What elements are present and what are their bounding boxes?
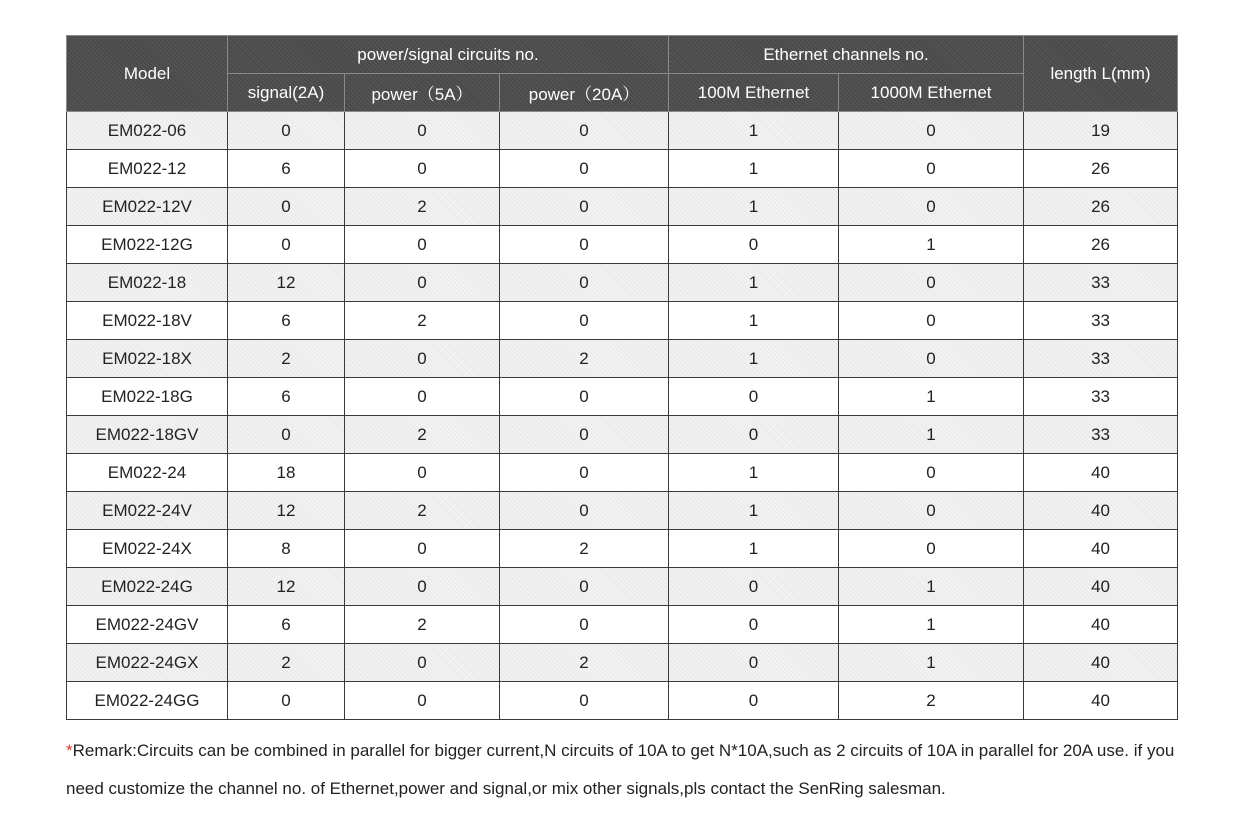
cell-model: EM022-06 [67,112,228,150]
table-row [67,492,1178,530]
cell-model: EM022-18GV [67,416,228,454]
header-power-20a: power（20A） [500,74,669,112]
cell-power-20a: 0 [500,682,669,720]
cell-model: EM022-24 [67,454,228,492]
remark-asterisk: * [66,741,73,760]
cell-power-5a: 0 [345,644,500,682]
cell-model: EM022-24GG [67,682,228,720]
cell-signal-2a: 0 [228,682,345,720]
table-row [67,454,1178,492]
cell-power-20a: 0 [500,606,669,644]
cell-1000m-ethernet: 0 [839,530,1024,568]
cell-signal-2a: 6 [228,606,345,644]
cell-1000m-ethernet: 1 [839,606,1024,644]
cell-100m-ethernet: 0 [669,606,839,644]
cell-model: EM022-24GV [67,606,228,644]
cell-1000m-ethernet: 1 [839,416,1024,454]
header-row-groups [67,36,1178,74]
cell-power-20a: 0 [500,112,669,150]
cell-1000m-ethernet: 0 [839,492,1024,530]
cell-power-5a: 0 [345,150,500,188]
cell-1000m-ethernet: 2 [839,682,1024,720]
cell-length: 26 [1024,188,1178,226]
cell-100m-ethernet: 1 [669,188,839,226]
cell-power-5a: 2 [345,416,500,454]
table-row [67,226,1178,264]
cell-power-5a: 2 [345,606,500,644]
cell-signal-2a: 0 [228,188,345,226]
cell-signal-2a: 12 [228,568,345,606]
table-row [67,682,1178,720]
header-length: length L(mm) [1024,36,1178,112]
cell-1000m-ethernet: 1 [839,378,1024,416]
cell-1000m-ethernet: 0 [839,188,1024,226]
header-1000m-ethernet: 1000M Ethernet [839,74,1024,112]
cell-power-5a: 0 [345,682,500,720]
cell-power-5a: 2 [345,492,500,530]
cell-100m-ethernet: 0 [669,416,839,454]
cell-model: EM022-24X [67,530,228,568]
cell-length: 26 [1024,226,1178,264]
cell-100m-ethernet: 1 [669,112,839,150]
cell-model: EM022-18G [67,378,228,416]
cell-power-5a: 0 [345,530,500,568]
header-group-power-signal: power/signal circuits no. [228,36,669,74]
cell-100m-ethernet: 0 [669,644,839,682]
table-row [67,378,1178,416]
table-row [67,530,1178,568]
header-row-columns [67,74,1178,112]
cell-power-5a: 0 [345,568,500,606]
cell-model: EM022-12V [67,188,228,226]
table-header [67,36,1178,112]
cell-power-20a: 0 [500,454,669,492]
cell-100m-ethernet: 0 [669,568,839,606]
cell-signal-2a: 2 [228,340,345,378]
cell-power-20a: 0 [500,378,669,416]
cell-signal-2a: 6 [228,302,345,340]
cell-model: EM022-18X [67,340,228,378]
table-row [67,340,1178,378]
cell-power-5a: 0 [345,340,500,378]
cell-100m-ethernet: 0 [669,682,839,720]
header-group-ethernet: Ethernet channels no. [669,36,1024,74]
cell-1000m-ethernet: 0 [839,150,1024,188]
table-row [67,302,1178,340]
cell-signal-2a: 18 [228,454,345,492]
table-body [67,112,1178,720]
cell-power-5a: 2 [345,188,500,226]
remark-text: Remark:Circuits can be combined in parallel for bigger current,N circuits of 10A to get N*10A,such as 2 circuits of 10A in parallel for 20A use. if you need customize the channel no. of Ethernet,power and signal,or mix other signals,pls contact the SenRing salesman. [66,741,1175,798]
cell-power-5a: 0 [345,226,500,264]
cell-model: EM022-18V [67,302,228,340]
header-100m-ethernet: 100M Ethernet [669,74,839,112]
cell-1000m-ethernet: 1 [839,644,1024,682]
cell-power-20a: 2 [500,644,669,682]
table-row [67,606,1178,644]
cell-100m-ethernet: 1 [669,150,839,188]
cell-model: EM022-24GX [67,644,228,682]
cell-length: 40 [1024,492,1178,530]
cell-power-20a: 0 [500,264,669,302]
table-row [67,112,1178,150]
table-row [67,644,1178,682]
header-model: Model [67,36,228,112]
cell-model: EM022-12 [67,150,228,188]
cell-1000m-ethernet: 0 [839,454,1024,492]
cell-length: 26 [1024,150,1178,188]
cell-length: 40 [1024,606,1178,644]
header-power-5a: power（5A） [345,74,500,112]
cell-power-20a: 0 [500,416,669,454]
cell-length: 40 [1024,644,1178,682]
cell-power-20a: 0 [500,150,669,188]
cell-100m-ethernet: 0 [669,226,839,264]
cell-power-5a: 0 [345,112,500,150]
cell-power-20a: 0 [500,226,669,264]
table-row [67,188,1178,226]
cell-model: EM022-18 [67,264,228,302]
cell-model: EM022-12G [67,226,228,264]
specification-table [66,35,1178,720]
cell-signal-2a: 0 [228,416,345,454]
cell-1000m-ethernet: 0 [839,340,1024,378]
header-signal-2a: signal(2A) [228,74,345,112]
cell-length: 33 [1024,302,1178,340]
cell-100m-ethernet: 1 [669,492,839,530]
cell-100m-ethernet: 1 [669,264,839,302]
cell-100m-ethernet: 1 [669,340,839,378]
cell-length: 33 [1024,264,1178,302]
cell-100m-ethernet: 1 [669,454,839,492]
cell-signal-2a: 6 [228,378,345,416]
cell-length: 19 [1024,112,1178,150]
cell-length: 40 [1024,682,1178,720]
cell-signal-2a: 0 [228,226,345,264]
cell-signal-2a: 12 [228,492,345,530]
cell-power-20a: 2 [500,530,669,568]
cell-power-5a: 2 [345,302,500,340]
cell-length: 40 [1024,568,1178,606]
cell-1000m-ethernet: 1 [839,226,1024,264]
cell-power-20a: 0 [500,302,669,340]
cell-length: 40 [1024,530,1178,568]
cell-100m-ethernet: 1 [669,302,839,340]
cell-power-20a: 0 [500,188,669,226]
cell-length: 33 [1024,378,1178,416]
cell-power-5a: 0 [345,378,500,416]
cell-1000m-ethernet: 1 [839,568,1024,606]
cell-model: EM022-24V [67,492,228,530]
cell-power-5a: 0 [345,264,500,302]
cell-signal-2a: 0 [228,112,345,150]
cell-power-20a: 0 [500,492,669,530]
table-row [67,150,1178,188]
cell-signal-2a: 6 [228,150,345,188]
cell-model: EM022-24G [67,568,228,606]
cell-100m-ethernet: 1 [669,530,839,568]
cell-100m-ethernet: 0 [669,378,839,416]
cell-power-20a: 2 [500,340,669,378]
table-row [67,264,1178,302]
cell-power-5a: 0 [345,454,500,492]
cell-power-20a: 0 [500,568,669,606]
cell-1000m-ethernet: 0 [839,302,1024,340]
cell-signal-2a: 12 [228,264,345,302]
table-row [67,416,1178,454]
cell-length: 33 [1024,340,1178,378]
cell-length: 40 [1024,454,1178,492]
cell-1000m-ethernet: 0 [839,112,1024,150]
cell-length: 33 [1024,416,1178,454]
remark-note [66,732,1186,808]
cell-1000m-ethernet: 0 [839,264,1024,302]
table-row [67,568,1178,606]
cell-signal-2a: 8 [228,530,345,568]
cell-signal-2a: 2 [228,644,345,682]
